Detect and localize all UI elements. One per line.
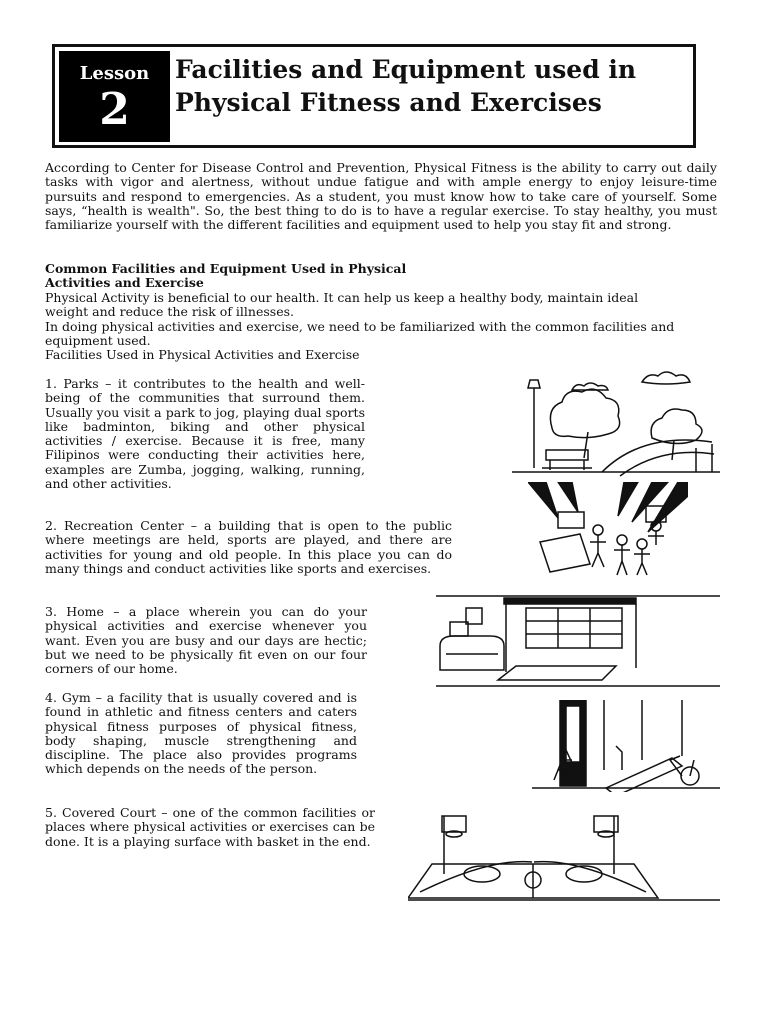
covered-court-illustration	[408, 814, 720, 906]
intro-paragraph: According to Center for Disease Control and Prevention, Physical Fitness is the ability to carry out daily tasks with vigor and alertness, without undue fatigue and with ample energy to enjoy leisure-time pursuits and respond to emergencies. As a student, you must know how to take care of yourself. Some says, “health is wealth". So, the best thing to do is to have a regular exercise. To stay healthy, you must familiarize yourself with the different facilities and equipment used to help you stay fit and strong.	[45, 160, 717, 233]
list-item-recreation-center: 2. Recreation Center – a building that is open to the public where meetings are held, sports are played, and there are activities for young and old people. In this place you can do many things and conduct activities like sports and exercises.	[45, 518, 452, 576]
list-item-covered-court: 5. Covered Court – one of the common facilities or places where physical activities or exercises can be done. It is a playing surface with basket in the end.	[45, 805, 375, 849]
list-item-parks: 1. Parks – it contributes to the health and well-being of the communities that surround them. Usually you visit a park to jog, playing dual sports like badminton, biking and other physical activities / exercise. Because it is free, many Filipinos were conducting their activities here, examples are Zumba, jogging, walking, running, and other activities.	[45, 376, 365, 492]
lesson-title: Facilities and Equipment used in Physical Fitness and Exercises	[175, 55, 637, 117]
paragraph-benefits: Physical Activity is beneficial to our health. It can help us keep a healthy body, maintain ideal weight and reduce the risk of illnesses.	[45, 290, 639, 320]
lesson-header	[52, 44, 696, 148]
park-illustration	[512, 368, 720, 480]
subheading-facilities: Facilities Used in Physical Activities and Exercise	[45, 347, 360, 362]
home-illustration	[436, 594, 720, 694]
list-item-home: 3. Home – a place wherein you can do your physical activities and exercise whenever you want. Even you are busy and our days are hectic; but we need to be physically fit even on our four corners of our home.	[45, 604, 367, 677]
paragraph-familiarize: In doing physical activities and exercise, we need to be familiarized with the common facilities and equipment used.	[45, 319, 675, 349]
section-heading: Common Facilities and Equipment Used in Physical Activities and Exercise	[45, 261, 407, 291]
lesson-label: Lesson	[79, 63, 150, 84]
gym-illustration	[532, 700, 720, 792]
list-item-gym: 4. Gym – a facility that is usually covered and is found in athletic and fitness centers and caters physical fitness purposes of physical fitness, body shaping, muscle strengthening and discipline. The place also provides programs which depends on the needs of the person.	[45, 690, 357, 777]
lesson-number: 2	[99, 84, 130, 135]
recreation-center-illustration	[528, 482, 688, 586]
lesson-badge	[59, 51, 170, 142]
